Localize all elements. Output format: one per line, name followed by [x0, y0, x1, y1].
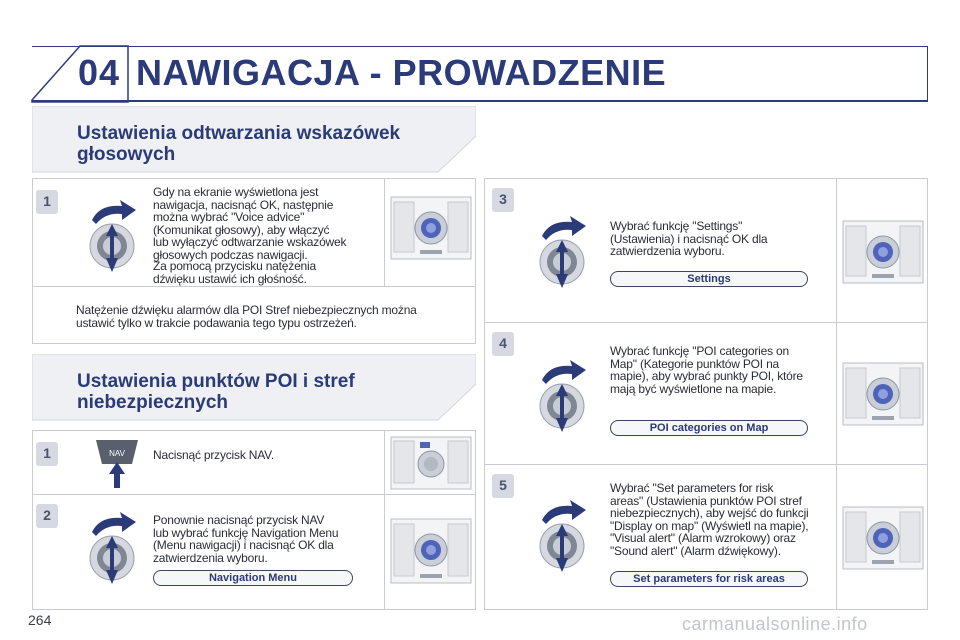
- s2-step1-text: Nacisnąć przycisk NAV.: [153, 448, 274, 462]
- step3-text: Wybrać funkcję "Settings" (Ustawienia) i nacisnąć OK dla zatwierdzenia wyboru.: [610, 219, 768, 258]
- svg-text:NAV: NAV: [109, 449, 125, 458]
- radio-panel-image: [842, 362, 924, 426]
- radio-panel-image: [842, 506, 924, 570]
- s1-note: Natężenie dźwięku alarmów dla POI Stref niebezpiecznych można ustawić tylko w trakcie podawania tego typu ostrzeżeń.: [76, 303, 417, 330]
- section2-divider: [32, 494, 476, 495]
- s1-step1-text: Gdy na ekranie wyświetlona jest nawigacja, nacisnąć OK, następnie można wybrać "Voice advice" (Komunikat głosowy), aby włączyć lub wyłączyć odtwarzanie wskazówek głosowych podczas nawigacji.: [153, 185, 347, 262]
- right-col-divider: [836, 178, 837, 610]
- step5-text: Wybrać "Set parameters for risk areas" (Ustawienia punktów POI stref niebezpiecznych), aby wejść do funkcji "Display on map" (Wyświetl na mapie), "Visual alert" (Alarm wzrokowy) oraz "Sound alert" (Alarm dźwiękowy).: [610, 481, 809, 558]
- knob-icon: [532, 496, 592, 574]
- section1-title-line1: Ustawienia odtwarzania wskazówek: [77, 123, 401, 144]
- header-underline: [32, 100, 928, 102]
- knob-icon: [82, 508, 142, 586]
- section2-title-line2: niebezpiecznych: [77, 392, 228, 413]
- step-badge-5: 5: [492, 474, 514, 498]
- chapter-number: 04: [78, 52, 121, 93]
- radio-panel-image: [842, 220, 924, 284]
- page-number: 264: [28, 612, 52, 628]
- step-badge-3: 3: [492, 188, 514, 212]
- step4-text: Wybrać funkcję "POI categories on Map" (Kategorie punktów POI na mapie), aby wybrać punkty POI, które mają być wyświetlone na mapie.: [610, 344, 803, 396]
- s2-step2-text: Ponownie nacisnąć przycisk NAV lub wybrać funkcję Navigation Menu (Menu nawigacji) i nacisnąć OK dla zatwierdzenia wyboru.: [153, 513, 339, 565]
- knob-icon: [532, 356, 592, 434]
- watermark: carmanualsonline.info: [682, 614, 868, 634]
- section2-title-line1: Ustawienia punktów POI i stref: [77, 371, 355, 392]
- s1-step1-text2: Za pomocą przycisku natężenia dźwięku ustawić ich głośność.: [153, 259, 316, 286]
- poi-categories-pill: POI categories on Map: [610, 420, 808, 436]
- right-divider-2: [484, 464, 928, 465]
- step-badge-s1-1: 1: [36, 190, 58, 214]
- radio-panel-image: [390, 518, 472, 584]
- navigation-menu-pill: Navigation Menu: [153, 570, 353, 586]
- section1-col-divider: [384, 178, 385, 286]
- right-divider-1: [484, 322, 928, 323]
- knob-icon: [82, 196, 142, 274]
- step-badge-s2-2: 2: [36, 504, 58, 528]
- nav-button-icon: [92, 436, 142, 492]
- step-badge-s2-1: 1: [36, 442, 58, 466]
- risk-areas-pill: Set parameters for risk areas: [610, 571, 808, 587]
- radio-panel-image: [390, 196, 472, 260]
- radio-panel-image: [390, 436, 472, 490]
- chapter-title: NAWIGACJA - PROWADZENIE: [136, 52, 667, 93]
- knob-icon: [532, 212, 592, 290]
- section1-title-line2: głosowych: [77, 144, 176, 165]
- step-badge-4: 4: [492, 332, 514, 356]
- settings-pill: Settings: [610, 271, 808, 287]
- section2-col-divider: [384, 430, 385, 610]
- section1-divider: [32, 286, 476, 287]
